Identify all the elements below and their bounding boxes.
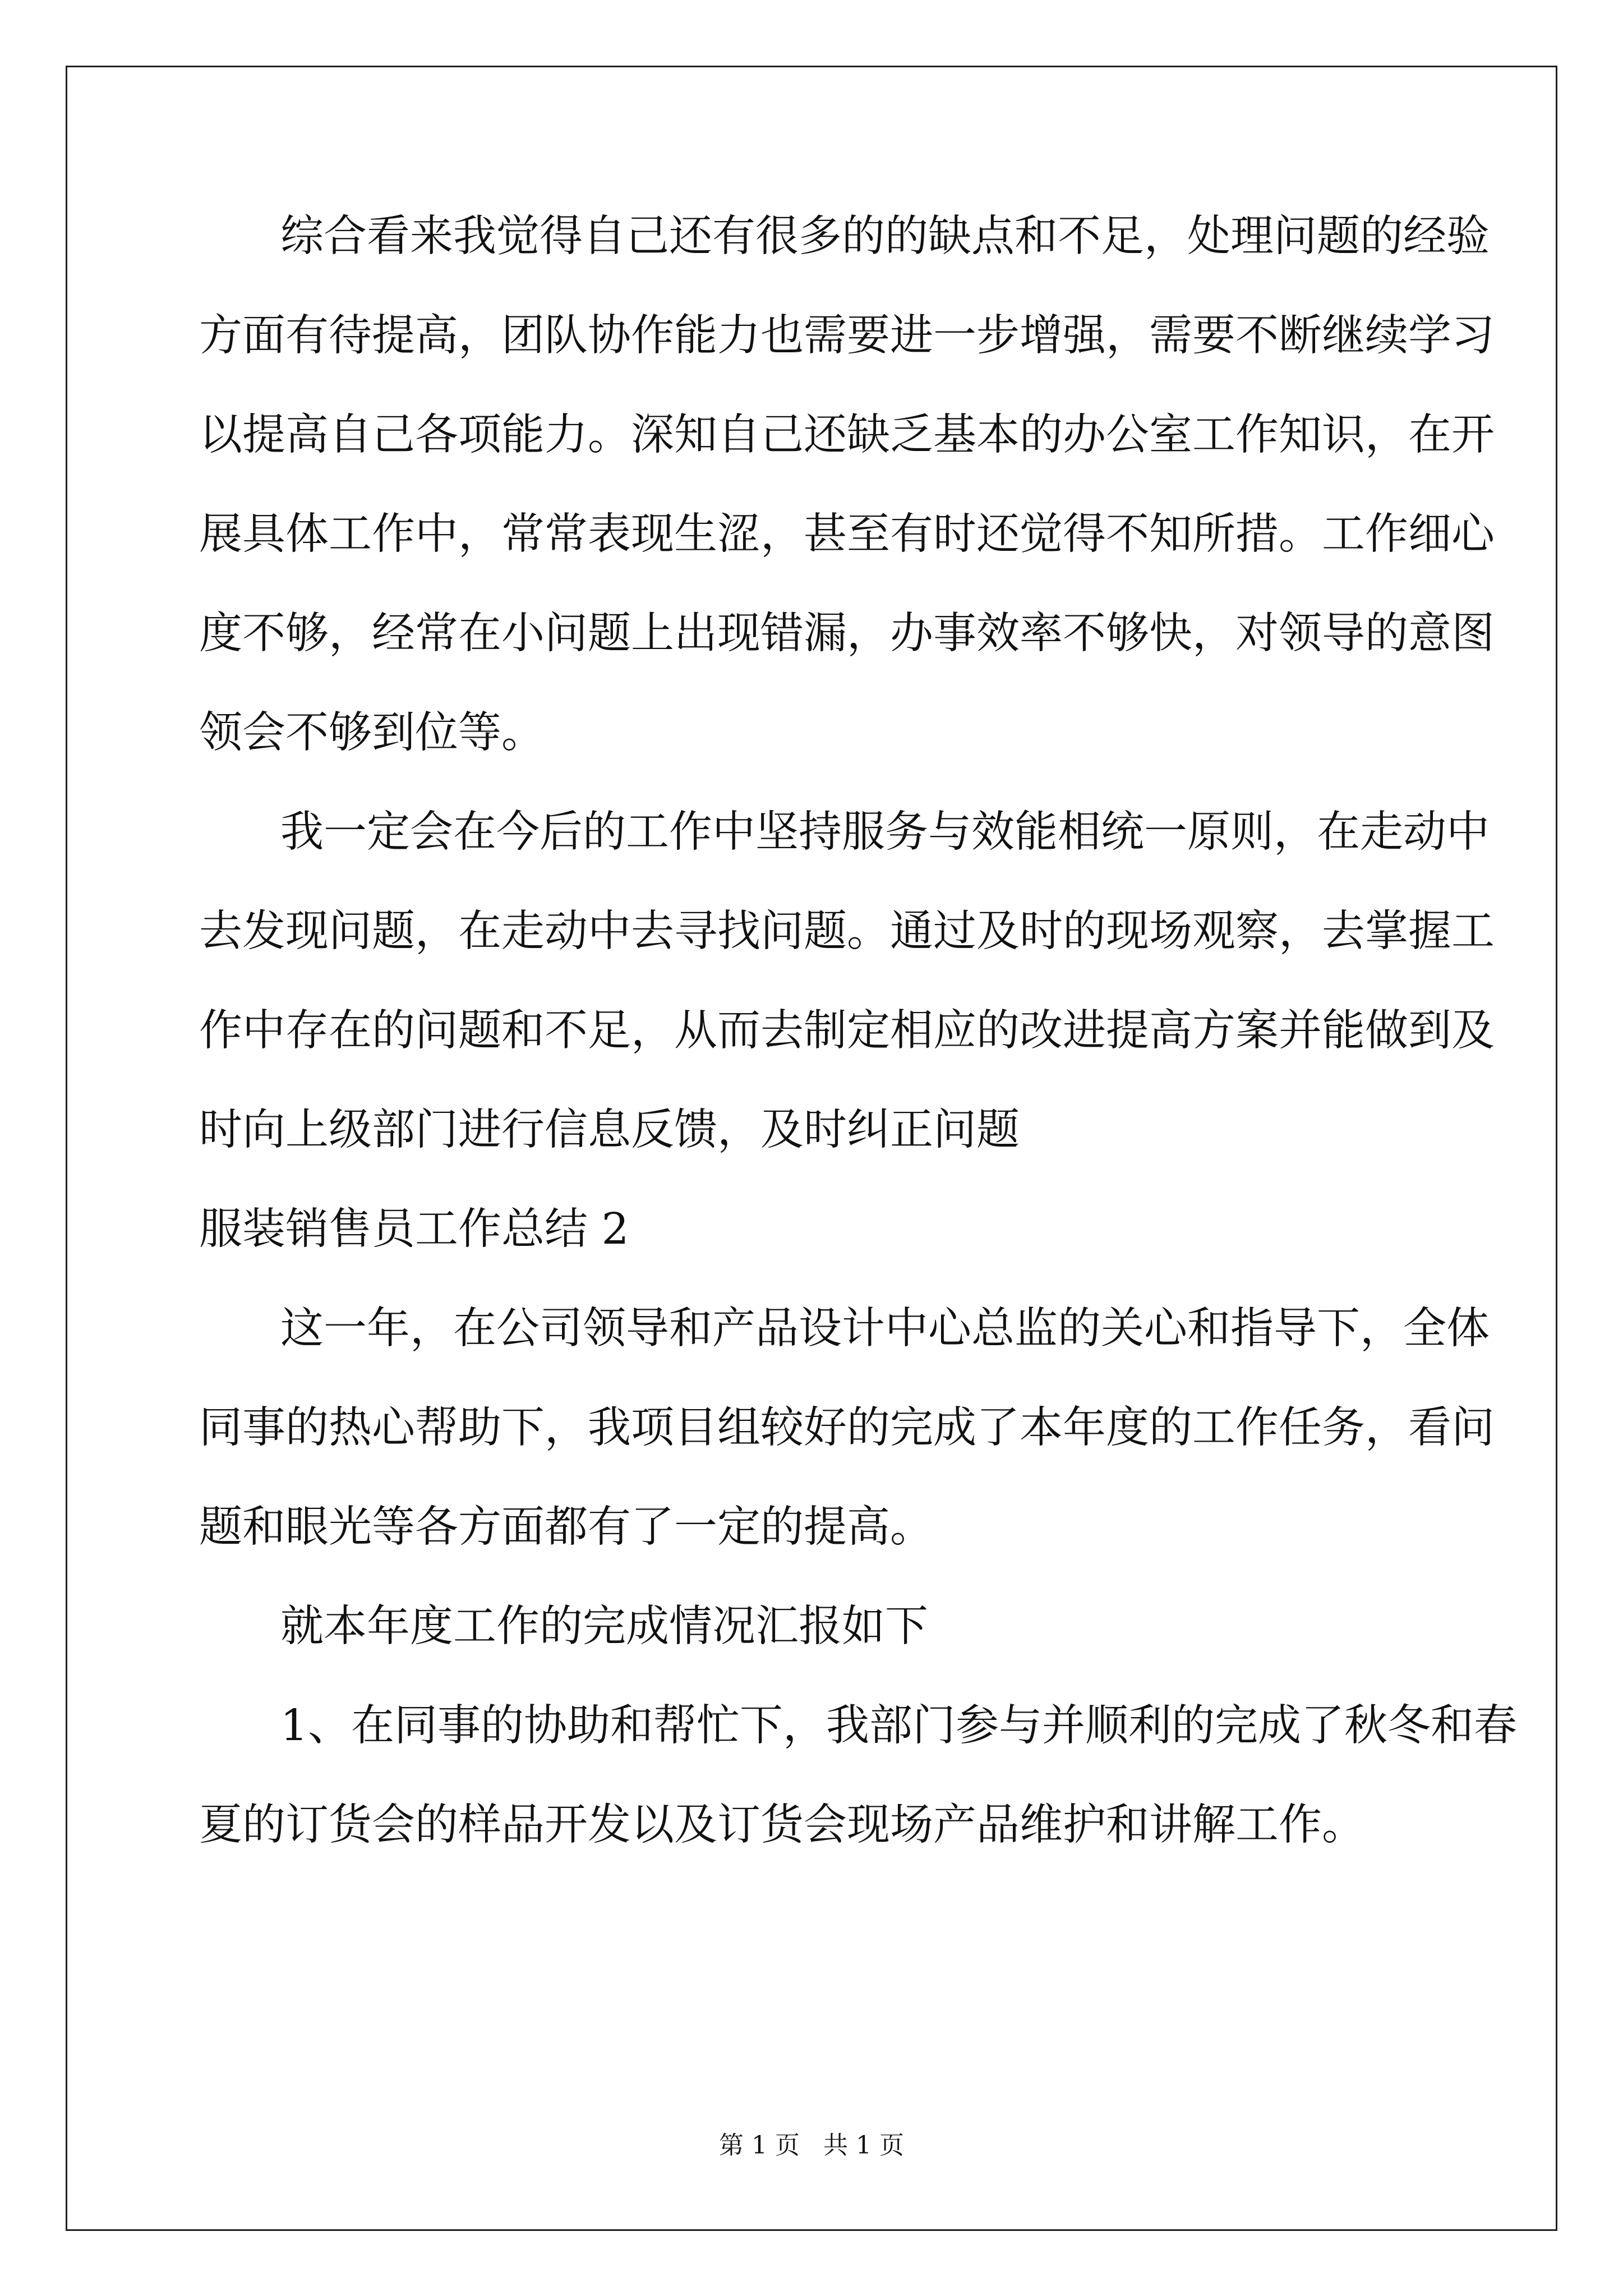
paragraph-4-line-1: 就本年度工作的完成情况汇报如下 xyxy=(280,1602,928,1651)
paragraph-3-line-1: 这一年，在公司领导和产品设计中心总监的关心和指导下，全体 xyxy=(280,1304,1490,1354)
paragraph-3-line-2: 同事的热心帮助下，我项目组较好的完成了本年度的工作任务，看问 xyxy=(199,1403,1495,1453)
paragraph-5-line-2: 夏的订货会的样品开发以及订货会现场产品维护和讲解工作。 xyxy=(199,1800,1365,1850)
paragraph-2-line-4: 时向上级部门进行信息反馈，及时纠正问题 xyxy=(199,1105,1020,1155)
paragraph-2-line-2: 去发现问题，在走动中去寻找问题。通过及时的现场观察，去掌握工 xyxy=(199,907,1495,956)
section-heading: 服装销售员工作总结 2 xyxy=(199,1204,629,1254)
paragraph-3-line-3: 题和眼光等各方面都有了一定的提高。 xyxy=(199,1502,933,1552)
paragraph-5-line-1: 1、在同事的协助和帮忙下，我部门参与并顺利的完成了秋冬和春 xyxy=(280,1701,1517,1751)
page-footer: 第 1 页 共 1 页 xyxy=(719,2131,904,2160)
paragraph-2-line-3: 作中存在的问题和不足，从而去制定相应的改进提高方案并能做到及 xyxy=(199,1006,1495,1056)
paragraph-1-line-1: 综合看来我觉得自己还有很多的的缺点和不足，处理问题的经验 xyxy=(280,211,1490,261)
paragraph-1-line-4: 展具体工作中，常常表现生涩，甚至有时还觉得不知所措。工作细心 xyxy=(199,509,1495,559)
paragraph-2-line-1: 我一定会在今后的工作中坚持服务与效能相统一原则，在走动中 xyxy=(280,807,1490,857)
paragraph-1-line-6: 领会不够到位等。 xyxy=(199,708,545,758)
paragraph-1-line-5: 度不够，经常在小问题上出现错漏，办事效率不够快，对领导的意图 xyxy=(199,609,1495,659)
paragraph-1-line-2: 方面有待提高，团队协作能力也需要进一步增强，需要不断继续学习 xyxy=(199,311,1495,361)
paragraph-1-line-3: 以提高自己各项能力。深知自己还缺乏基本的办公室工作知识，在开 xyxy=(199,410,1495,460)
